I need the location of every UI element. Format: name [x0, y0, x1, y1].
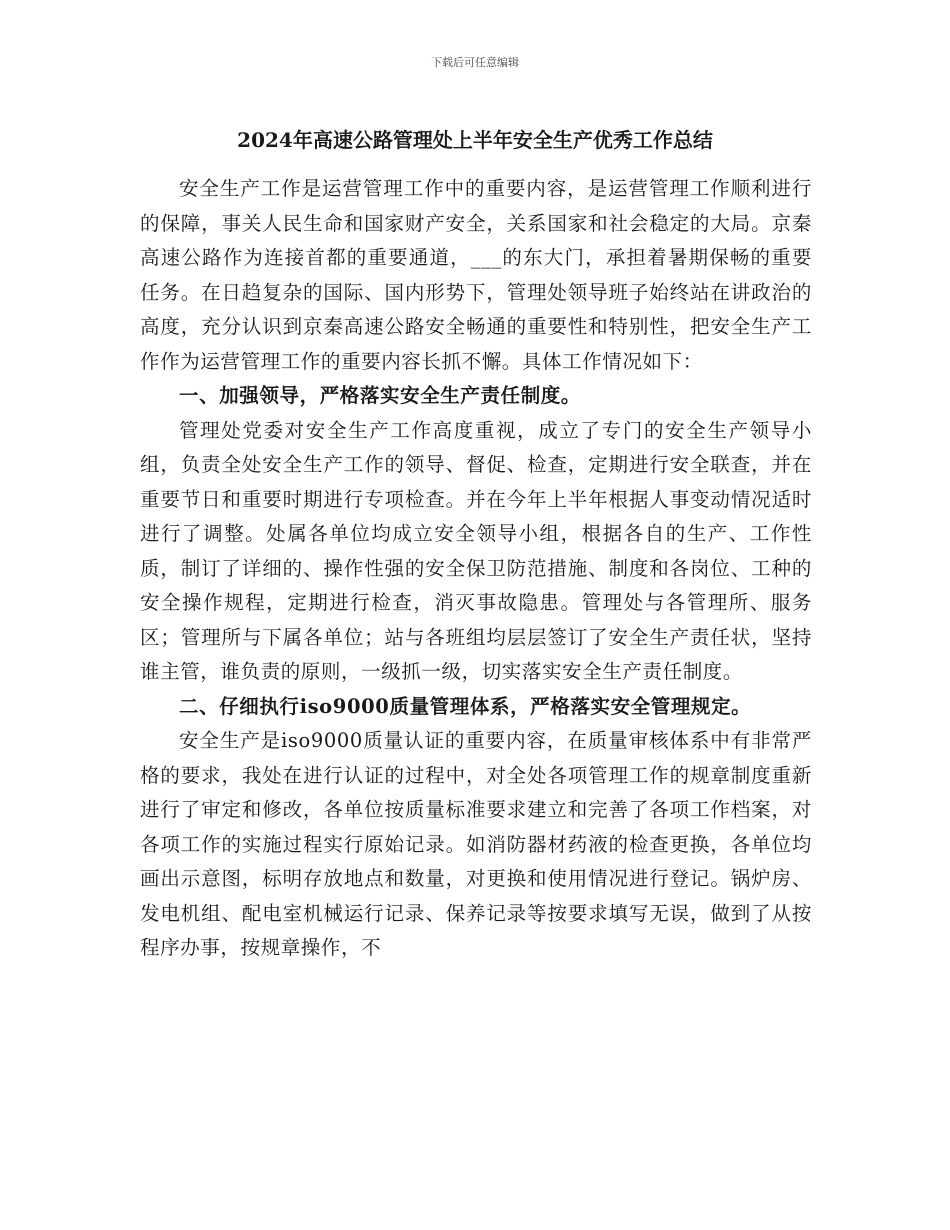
section-1-paragraph: 管理处党委对安全生产工作高度重视，成立了专门的安全生产领导小组，负责全处安全生产工作的领导、督促、检查，定期进行安全联查，并在重要节日和重要时期进行专项检查。并在今年上半年根据人事变动情况适时进行了调整。处属各单位均成立安全领导小组，根据各自的生产、工作性质，制订了详细的、操作性强的安全保卫防范措施、制度和各岗位、工种的安全操作规程，定期进行检查，消灭事故隐患。管理处与各管理所、服务区；管理所与下属各单位；站与各班组均层层签订了安全生产责任状，坚持谁主管，谁负责的原则，一级抓一级，切实落实安全生产责任制度。 [140, 418, 812, 683]
document-title: 2024年高速公路管理处上半年安全生产优秀工作总结 [237, 128, 713, 152]
document-body [140, 172, 812, 966]
section-2-heading: 二、仔细执行iso9000质量管理体系，严格落实安全管理规定。 [179, 694, 752, 718]
header-note: 下载后可任意编辑 [431, 56, 519, 69]
section-2-paragraph: 安全生产是iso9000质量认证的重要内容，在质量审核体系中有非常严格的要求，我处在进行认证的过程中，对全处各项管理工作的规章制度重新进行了审定和修改，各单位按质量标准要求建立和完善了各项工作档案，对各项工作的实施过程实行原始记录。如消防器材药液的检查更换，各单位均画出示意图，标明存放地点和数量，对更换和使用情况进行登记。锅炉房、发电机组、配电室机械运行记录、保养记录等按要求填写无误，做到了从按程序办事，按规章操作，不 [140, 729, 812, 959]
section-1-heading: 一、加强领导，严格落实安全生产责任制度。 [179, 384, 582, 407]
intro-paragraph: 安全生产工作是运营管理工作中的重要内容，是运营管理工作顺利进行的保障，事关人民生命和国家财产安全，关系国家和社会稳定的大局。京秦高速公路作为连接首都的重要通道，___的东大门，承担着暑期保畅的重要任务。在日趋复杂的国际、国内形势下，管理处领导班子始终站在讲政治的高度，充分认识到京秦高速公路安全畅通的重要性和特别性，把安全生产工作作为运营管理工作的重要内容长抓不懈。具体工作情况如下： [140, 177, 812, 373]
